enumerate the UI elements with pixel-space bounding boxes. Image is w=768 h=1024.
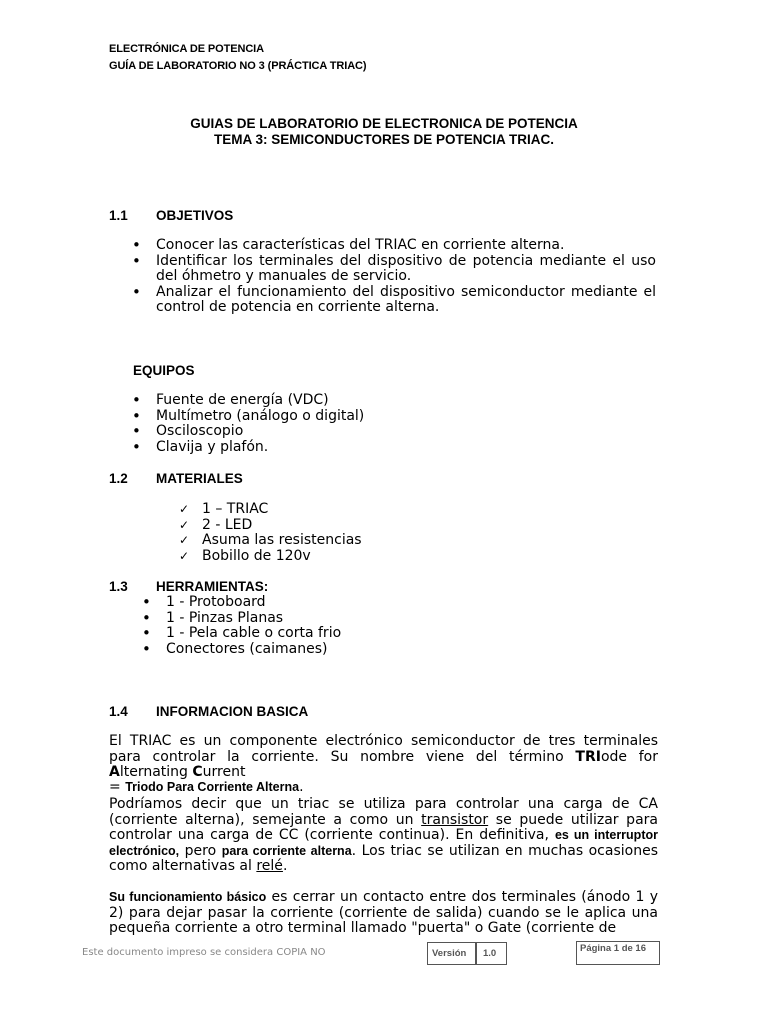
section-materiales-heading [109, 471, 243, 486]
section-info-heading [109, 704, 308, 719]
list-item: • Conocer las características del TRIAC en corriente alterna. [156, 238, 656, 254]
list-item: • Conectores (caimanes) [166, 642, 566, 658]
info-paragraph-1b [109, 780, 658, 796]
herramientas-list [166, 595, 566, 657]
section-title: OBJETIVOS [156, 208, 234, 223]
rele-link[interactable]: relé [256, 858, 283, 874]
text-span: se puede utilizar para controlar una carga de CC (corriente continua). En definitiva, [109, 811, 658, 843]
list-item: • Identificar los terminales del dispositivo de potencia mediante el uso del óhmetro y manuales de servicio. [156, 254, 656, 285]
list-item: • 1 - Protoboard [166, 595, 566, 611]
version-value-box [475, 942, 507, 965]
version-label: Versión [432, 948, 467, 959]
list-item: • Multímetro (análogo o digital) [156, 409, 636, 425]
text-span: . [299, 779, 304, 795]
text-bold: A [109, 764, 120, 780]
objetivos-list [156, 238, 656, 316]
list-item: • 1 - Pinzas Planas [166, 611, 566, 627]
page-number-box [576, 941, 660, 965]
section-number: 1.1 [109, 208, 128, 223]
section-number: 1.4 [109, 704, 128, 719]
header-guide-title: GUÍA DE LABORATORIO NO 3 (PRÁCTICA TRIAC) [109, 60, 367, 72]
list-item: • 1 - Pela cable o corta frio [166, 626, 566, 642]
section-number: 1.2 [109, 471, 128, 486]
list-item: • Analizar el funcionamiento del dispositivo semiconductor mediante el control de potencia en corriente alterna. [156, 285, 656, 316]
equipos-list [156, 393, 636, 455]
info-paragraph-3 [109, 890, 658, 937]
version-value: 1.0 [483, 948, 497, 959]
text-span: Podríamos decir que un triac se utiliza para controlar una carga de CA (corriente alterna), semejante a como un [109, 796, 658, 828]
list-item: • Fuente de energía (VDC) [156, 393, 636, 409]
text-span: urrent [202, 764, 246, 780]
text-span: El TRIAC es un componente electrónico semiconductor de tres terminales para controlar la corriente. Su nombre viene del término [109, 733, 658, 765]
text-bold: Su funcionamiento básico [109, 890, 267, 904]
section-herramientas-heading [109, 579, 268, 594]
section-title: HERRAMIENTAS: [156, 579, 269, 594]
text-span: pero [179, 842, 222, 859]
section-title: MATERIALES [156, 471, 243, 486]
header-subject: ELECTRÓNICA DE POTENCIA [109, 43, 264, 55]
footer-copy-note: Este documento impreso se considera COPIA NO [82, 947, 326, 958]
materiales-list [202, 502, 602, 564]
info-paragraph-2 [109, 797, 658, 875]
section-number: 1.3 [109, 579, 128, 594]
text-bold: C [192, 764, 203, 780]
text-bold: Triodo Para Corriente Alterna [125, 780, 300, 794]
info-paragraph-1 [109, 734, 658, 781]
text-bold: para corriente alterna [221, 843, 352, 858]
section-title: INFORMACION BASICA [156, 704, 309, 719]
section-objetivos-heading [109, 208, 233, 223]
list-item: ✓ Asuma las resistencias [202, 533, 602, 549]
text-span: . [282, 858, 288, 874]
text-span: es cerrar un contacto entre dos terminales (ánodo 1 y 2) para dejar pasar la corriente (corriente de salida) cuando se le aplica una pequeña corriente a otro terminal llamado "puerta" o Gate (corriente de [109, 889, 658, 936]
doc-title-line1: GUIAS DE LABORATORIO DE ELECTRONICA DE POTENCIA [190, 116, 578, 131]
list-item: ✓ 2 - LED [202, 518, 602, 534]
list-item: ✓ 1 – TRIAC [202, 502, 602, 518]
list-item: ✓ Bobillo de 120v [202, 549, 602, 565]
version-label-box [427, 942, 477, 965]
transistor-link[interactable]: transistor [421, 811, 489, 828]
text-bold: TRI [575, 748, 601, 765]
doc-title-line2: TEMA 3: SEMICONDUCTORES DE POTENCIA TRIAC. [213, 132, 555, 147]
list-item: • Osciloscopio [156, 424, 636, 440]
list-item: • Clavija y plafón. [156, 440, 636, 456]
page-number: Página 1 de 16 [580, 943, 647, 954]
text-span: lternating [119, 764, 193, 780]
section-equipos-heading: EQUIPOS [133, 363, 195, 378]
text-span: ode for [600, 748, 659, 765]
text-span: = [109, 779, 126, 795]
text-span: . Los triac se utilizan en muchas ocasiones como alternativas al [109, 842, 658, 874]
text-bold: es un interruptor electrónico, [109, 828, 658, 858]
